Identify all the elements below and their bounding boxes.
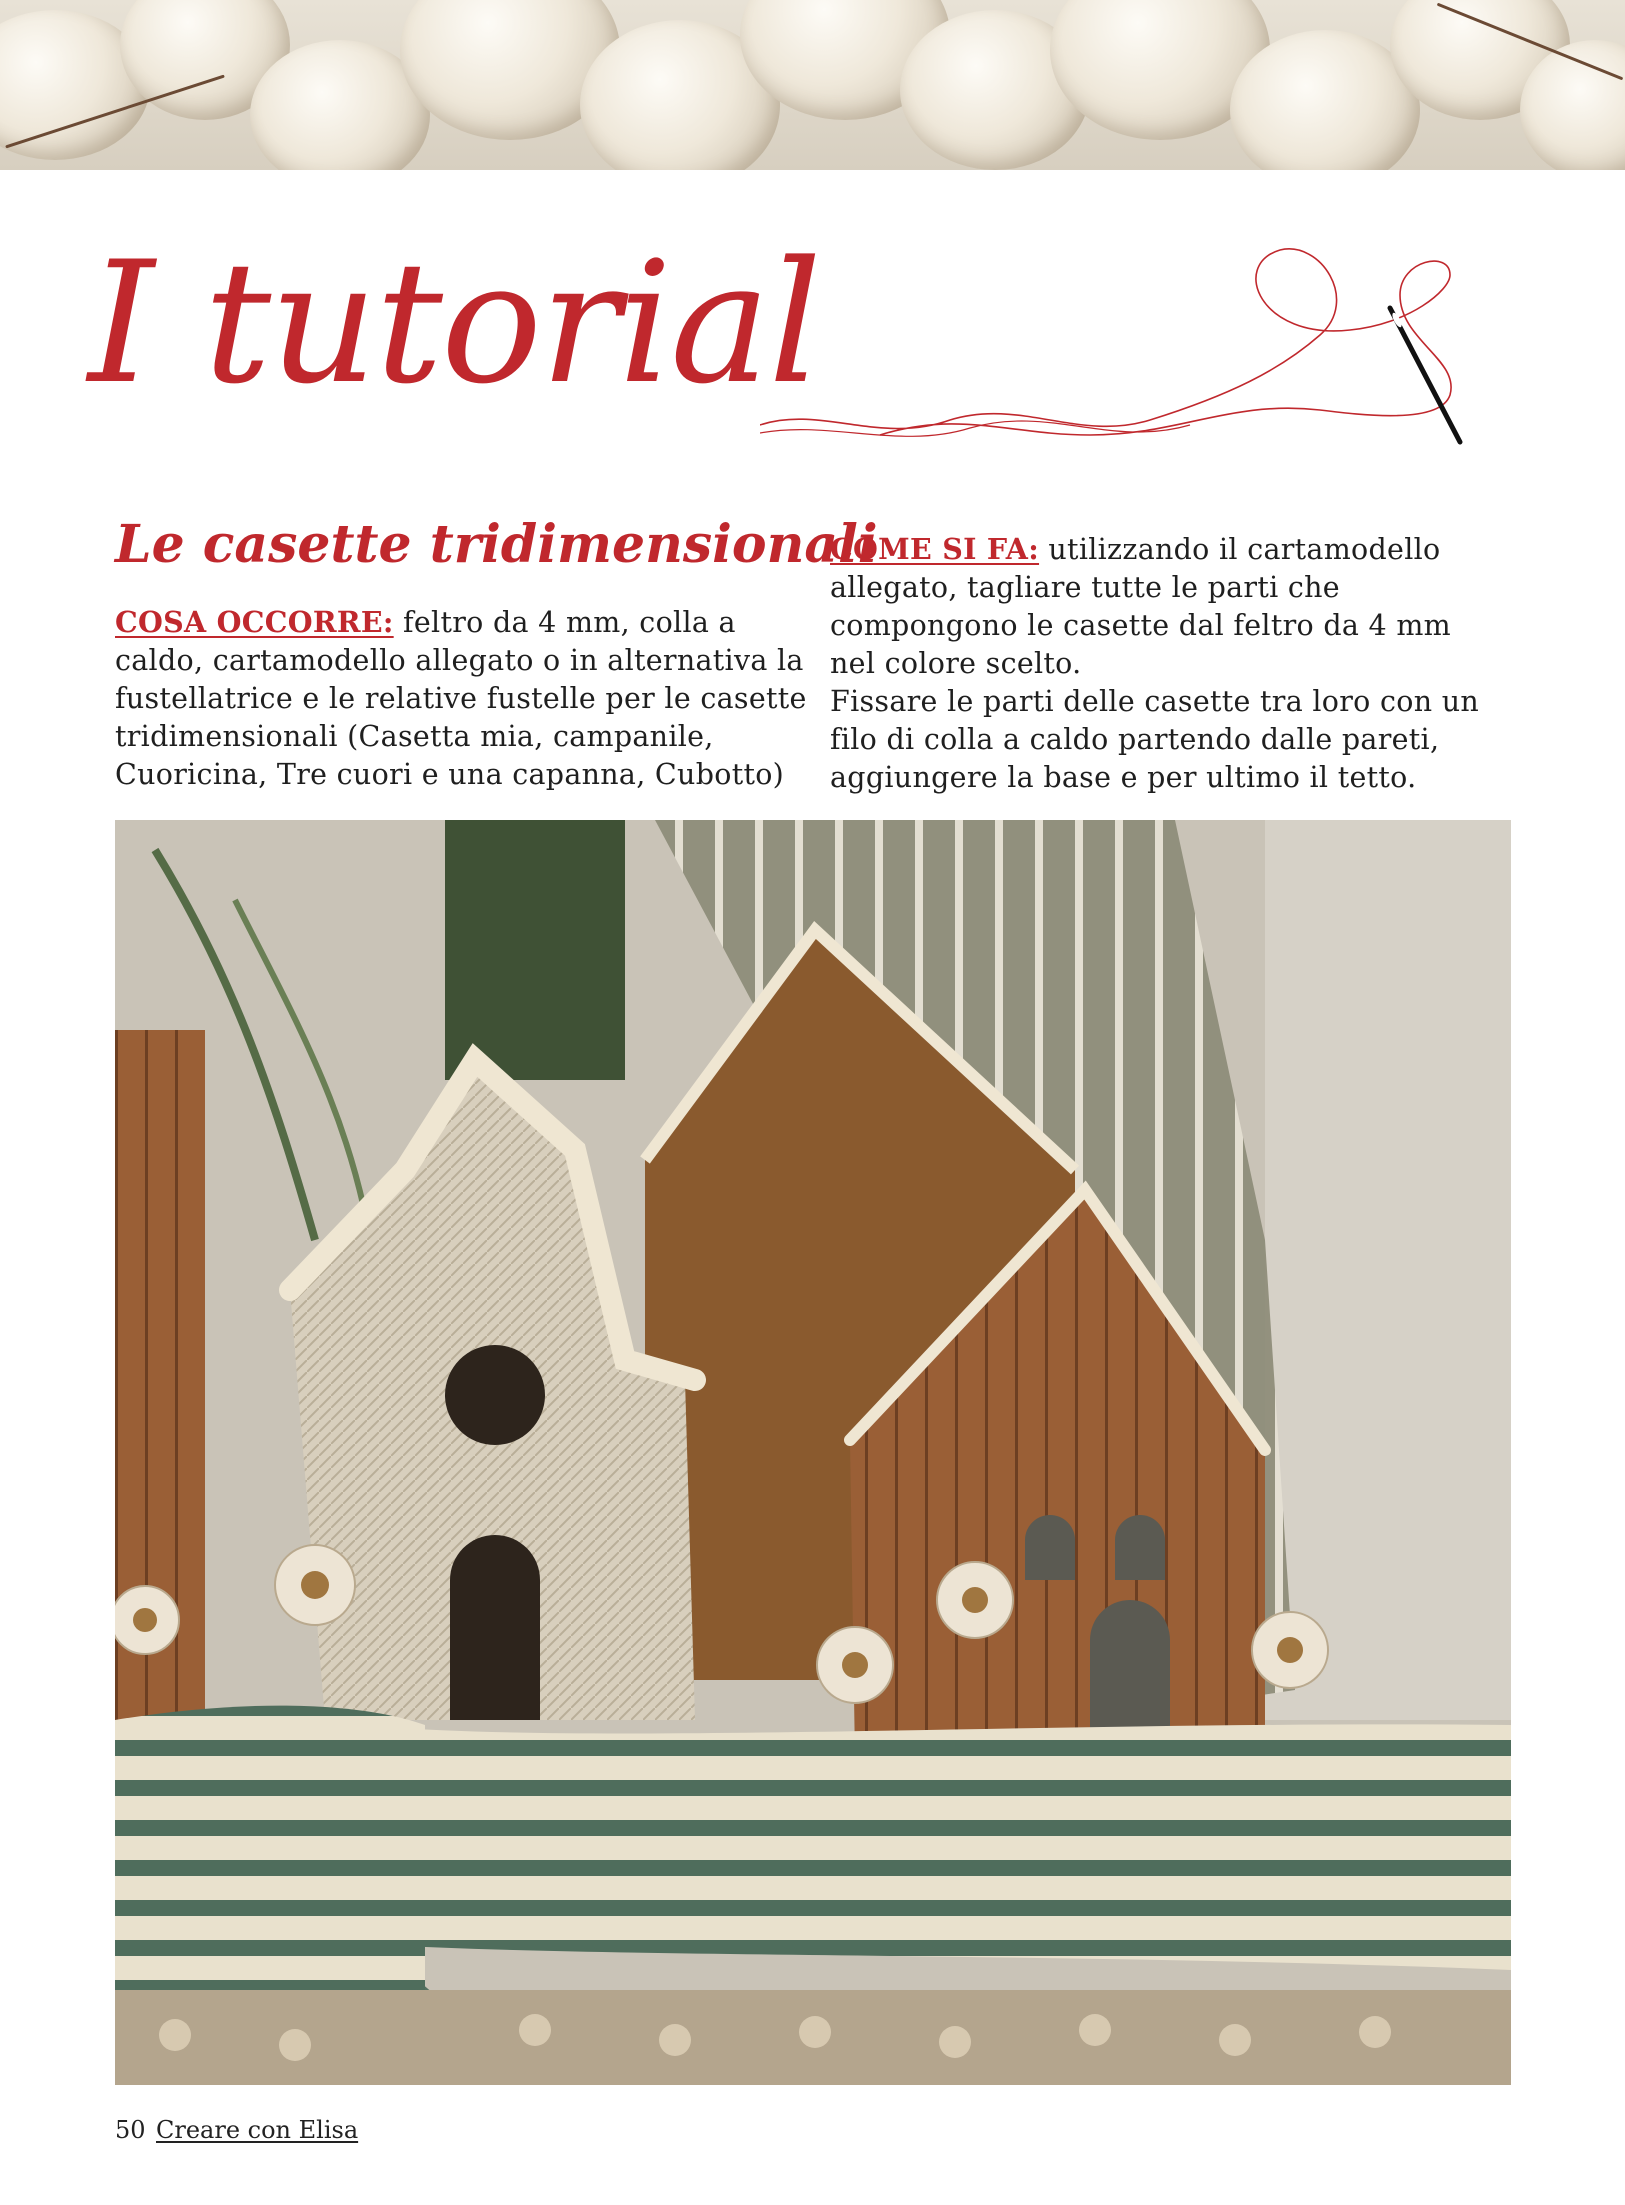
section-title: Le casette tridimensionali bbox=[115, 514, 878, 575]
method-line: nel colore scelto. bbox=[830, 647, 1082, 680]
top-banner-image bbox=[0, 0, 1625, 170]
method-line: Fissare le parti delle casette tra loro con un bbox=[830, 685, 1480, 718]
method-line: allegato, tagliare tutte le parti che bbox=[830, 571, 1340, 604]
materials-paragraph bbox=[115, 603, 807, 794]
materials-label: COSA OCCORRE: bbox=[115, 605, 394, 639]
method-label: COME SI FA: bbox=[830, 532, 1040, 566]
needle-and-thread-icon bbox=[760, 220, 1480, 460]
method-line: compongono le casette dal feltro da 4 mm bbox=[830, 609, 1451, 642]
materials-line: Cuoricina, Tre cuori e una capanna, Cubotto) bbox=[115, 758, 785, 791]
felt-houses-photo bbox=[115, 820, 1511, 2085]
method-line: COME SI FA: utilizzando il cartamodello bbox=[830, 532, 1441, 566]
method-line: filo di colla a caldo partendo dalle pareti, bbox=[830, 723, 1440, 756]
method-paragraph bbox=[830, 530, 1480, 797]
page-number: 50 bbox=[115, 2116, 146, 2144]
method-line: aggiungere la base e per ultimo il tetto. bbox=[830, 761, 1417, 794]
materials-line: caldo, cartamodello allegato o in alternativa la bbox=[115, 644, 804, 677]
magazine-name: Creare con Elisa bbox=[156, 2116, 359, 2144]
page-title: I tutorial bbox=[88, 225, 821, 421]
materials-line: COSA OCCORRE: feltro da 4 mm, colla a bbox=[115, 605, 736, 639]
materials-line: fustellatrice e le relative fustelle per le casette bbox=[115, 682, 807, 715]
materials-line: tridimensionali (Casetta mia, campanile, bbox=[115, 720, 714, 753]
